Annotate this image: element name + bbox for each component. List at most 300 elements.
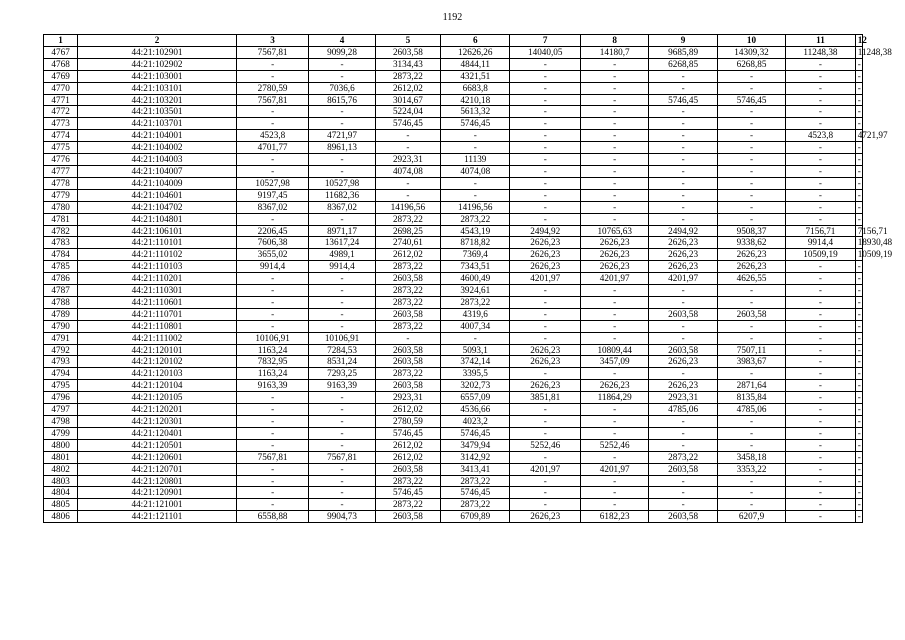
table-cell: 4201,97 [580, 273, 648, 285]
table-row [44, 213, 863, 225]
table-row [44, 201, 863, 213]
table-cell: - [855, 273, 862, 285]
table-cell: - [375, 142, 440, 154]
table-cell: 44:21:110103 [78, 261, 237, 273]
table-cell: 4778 [44, 177, 78, 189]
table-cell: 10509,19 [786, 249, 855, 261]
table-cell: - [649, 296, 717, 308]
table-cell: - [786, 416, 855, 428]
table-cell: 6557,09 [441, 392, 510, 404]
table-header [44, 35, 867, 47]
table-row [44, 142, 863, 154]
table-cell: - [649, 213, 717, 225]
table-cell: - [649, 165, 717, 177]
table-cell: 6268,85 [717, 58, 785, 70]
table-cell: - [309, 308, 375, 320]
table-cell: - [441, 332, 510, 344]
table-cell: 7156,71 [786, 225, 855, 237]
table-cell: - [786, 273, 855, 285]
table-cell: - [786, 285, 855, 297]
table-cell: - [649, 499, 717, 511]
table-cell: 7036,6 [309, 82, 375, 94]
table-cell: 2626,23 [649, 380, 717, 392]
table-cell: 4792 [44, 344, 78, 356]
table-cell: 2873,22 [441, 475, 510, 487]
table-cell: 2626,23 [510, 344, 580, 356]
table-cell: 4797 [44, 404, 78, 416]
table-cell: 3924,61 [441, 285, 510, 297]
table-cell: 2626,23 [580, 380, 648, 392]
table-cell: - [580, 296, 648, 308]
table-cell: - [717, 201, 785, 213]
table-cell: 5746,45 [649, 94, 717, 106]
table-cell: 2626,23 [510, 249, 580, 261]
column-header: 5 [375, 35, 440, 47]
table-cell: 2873,22 [375, 475, 440, 487]
table-cell: 5746,45 [441, 427, 510, 439]
table-cell: - [717, 82, 785, 94]
table-cell: - [580, 130, 648, 142]
table-row [44, 463, 863, 475]
table-cell: 4321,51 [441, 70, 510, 82]
table-cell: - [236, 106, 309, 118]
table-cell: 9099,28 [309, 46, 375, 58]
table-cell: 4721,97 [855, 130, 862, 142]
table-cell: - [717, 118, 785, 130]
table-cell: 10106,91 [236, 332, 309, 344]
table-cell: - [236, 154, 309, 166]
table-cell: - [510, 296, 580, 308]
table-cell: - [375, 130, 440, 142]
table-cell: - [649, 427, 717, 439]
table-cell: 4791 [44, 332, 78, 344]
table-cell: 4319,6 [441, 308, 510, 320]
table-cell: - [786, 332, 855, 344]
table-cell: 5746,45 [717, 94, 785, 106]
table-cell: 2626,23 [649, 356, 717, 368]
table-cell: - [236, 404, 309, 416]
table-cell: - [236, 416, 309, 428]
table-cell: - [855, 261, 862, 273]
table-cell: 4781 [44, 213, 78, 225]
table-cell: - [855, 58, 862, 70]
table-cell: 4701,77 [236, 142, 309, 154]
table-cell: 44:21:103501 [78, 106, 237, 118]
table-cell: 4782 [44, 225, 78, 237]
table-cell: 11864,29 [580, 392, 648, 404]
table-cell: - [855, 106, 862, 118]
table-cell: - [309, 320, 375, 332]
table-cell: - [649, 320, 717, 332]
table-cell: - [786, 392, 855, 404]
table-cell: 44:21:120501 [78, 439, 237, 451]
table-cell: - [309, 427, 375, 439]
table-cell: 8531,24 [309, 356, 375, 368]
table-cell: 4771 [44, 94, 78, 106]
table-cell: 2603,58 [375, 380, 440, 392]
table-cell: - [441, 189, 510, 201]
table-cell: - [580, 427, 648, 439]
table-cell: 44:21:110301 [78, 285, 237, 297]
table-cell: - [855, 368, 862, 380]
table-cell: - [510, 154, 580, 166]
table-cell: 4007,34 [441, 320, 510, 332]
table-row [44, 320, 863, 332]
table-cell: - [510, 165, 580, 177]
table-cell: 2612,02 [375, 82, 440, 94]
table-cell: 4769 [44, 70, 78, 82]
table-cell: - [510, 189, 580, 201]
table-cell: 4074,08 [441, 165, 510, 177]
table-cell: 2873,22 [375, 368, 440, 380]
table-cell: - [649, 201, 717, 213]
table-cell: - [236, 70, 309, 82]
table-cell: 2626,23 [580, 261, 648, 273]
table-cell: - [309, 70, 375, 82]
table-cell: - [580, 285, 648, 297]
table-cell: - [786, 427, 855, 439]
table-cell: 4844,11 [441, 58, 510, 70]
table-cell: 44:21:102902 [78, 58, 237, 70]
table-cell: 2626,23 [580, 249, 648, 261]
table-cell: - [855, 439, 862, 451]
table-cell: - [236, 463, 309, 475]
table-cell: - [855, 451, 862, 463]
table-cell: - [855, 94, 862, 106]
table-cell: - [510, 285, 580, 297]
table-cell: - [236, 296, 309, 308]
table-cell: 6709,89 [441, 511, 510, 523]
table-cell: 5252,46 [510, 439, 580, 451]
table-cell: - [236, 213, 309, 225]
table-cell: 9685,89 [649, 46, 717, 58]
table-cell: - [855, 404, 862, 416]
table-cell: 2626,23 [510, 356, 580, 368]
table-cell: - [786, 106, 855, 118]
table-cell: 6683,8 [441, 82, 510, 94]
table-cell: 4626,55 [717, 273, 785, 285]
table-cell: - [309, 416, 375, 428]
table-cell: 2603,58 [375, 356, 440, 368]
table-cell: 2873,22 [375, 213, 440, 225]
table-cell: 44:21:103201 [78, 94, 237, 106]
table-row [44, 285, 863, 297]
table-cell: 3014,67 [375, 94, 440, 106]
table-cell: - [786, 82, 855, 94]
table-cell: - [717, 475, 785, 487]
table-cell: - [510, 118, 580, 130]
table-cell: - [580, 165, 648, 177]
table-cell: - [855, 356, 862, 368]
table-cell: - [649, 439, 717, 451]
table-cell: - [510, 130, 580, 142]
table-cell: - [855, 344, 862, 356]
table-cell: - [510, 332, 580, 344]
table-cell: 2873,22 [441, 296, 510, 308]
table-cell: 4804 [44, 487, 78, 499]
table-body [44, 46, 893, 522]
table-cell: - [786, 380, 855, 392]
table-cell: 44:21:120801 [78, 475, 237, 487]
table-cell: 2603,58 [649, 511, 717, 523]
table-cell: - [580, 154, 648, 166]
table-cell: - [855, 82, 862, 94]
table-cell: - [510, 70, 580, 82]
table-cell: - [580, 213, 648, 225]
table-cell: 44:21:104009 [78, 177, 237, 189]
table-cell: - [510, 487, 580, 499]
table-cell: - [855, 213, 862, 225]
table-cell: 9338,62 [717, 237, 785, 249]
table-cell: 5224,04 [375, 106, 440, 118]
table-cell: 4989,1 [309, 249, 375, 261]
table-cell: - [786, 70, 855, 82]
table-cell: 10809,44 [580, 344, 648, 356]
table-cell: 2873,22 [441, 499, 510, 511]
table-cell: 2626,23 [510, 261, 580, 273]
table-cell: 4201,97 [580, 463, 648, 475]
table-cell: 2740,61 [375, 237, 440, 249]
table-cell: - [717, 368, 785, 380]
table-cell: - [510, 106, 580, 118]
table-cell: 44:21:104601 [78, 189, 237, 201]
table-cell: 4784 [44, 249, 78, 261]
table-cell: 11248,38 [786, 46, 855, 58]
table-cell: - [510, 213, 580, 225]
table-cell: - [510, 142, 580, 154]
table-cell: - [649, 130, 717, 142]
table-row [44, 106, 863, 118]
table-cell: - [855, 487, 862, 499]
table-cell: 44:21:103001 [78, 70, 237, 82]
table-cell: 44:21:110101 [78, 237, 237, 249]
table-cell: - [855, 511, 862, 523]
table-cell: - [580, 58, 648, 70]
table-cell: - [309, 404, 375, 416]
table-cell: 4770 [44, 82, 78, 94]
table-cell: 5746,45 [375, 427, 440, 439]
table-cell: - [510, 475, 580, 487]
table-cell: 3457,09 [580, 356, 648, 368]
table-cell: 7156,71 [855, 225, 862, 237]
table-cell: - [855, 499, 862, 511]
table-row [44, 261, 863, 273]
table-cell: - [855, 70, 862, 82]
table-cell: - [236, 392, 309, 404]
table-cell: 4798 [44, 416, 78, 428]
table-cell: 3655,02 [236, 249, 309, 261]
table-cell: 7293,25 [309, 368, 375, 380]
table-cell: - [236, 273, 309, 285]
table-cell: - [236, 58, 309, 70]
table-cell: 2612,02 [375, 249, 440, 261]
table-cell: 9197,45 [236, 189, 309, 201]
table-cell: - [309, 273, 375, 285]
table-cell: 4201,97 [510, 463, 580, 475]
table-cell: - [786, 177, 855, 189]
table-row [44, 392, 863, 404]
table-cell: - [786, 320, 855, 332]
table-cell: - [717, 142, 785, 154]
table-row [44, 380, 863, 392]
table-row [44, 332, 863, 344]
table-cell: 44:21:120102 [78, 356, 237, 368]
table-cell: - [855, 296, 862, 308]
table-cell: 4779 [44, 189, 78, 201]
table-cell: 44:21:121001 [78, 499, 237, 511]
table-cell: - [580, 94, 648, 106]
table-cell: - [786, 58, 855, 70]
table-cell: 2626,23 [649, 237, 717, 249]
table-row [44, 475, 863, 487]
table-cell: - [786, 487, 855, 499]
table-cell: 14196,56 [441, 201, 510, 213]
table-cell: - [309, 439, 375, 451]
table-cell: - [309, 296, 375, 308]
table-row [44, 82, 863, 94]
table-cell: 6207,9 [717, 511, 785, 523]
table-cell: 9914,4 [236, 261, 309, 273]
table-cell: - [786, 404, 855, 416]
table-cell: - [855, 177, 862, 189]
table-cell: 2626,23 [717, 261, 785, 273]
table-cell: - [510, 82, 580, 94]
table-cell: - [309, 475, 375, 487]
table-cell: 2780,59 [375, 416, 440, 428]
table-cell: - [580, 368, 648, 380]
page-number: 1192 [442, 12, 463, 23]
table-cell: - [309, 154, 375, 166]
table-cell: - [855, 392, 862, 404]
table-cell: 4790 [44, 320, 78, 332]
table-cell: 5746,45 [375, 118, 440, 130]
table-cell: - [717, 499, 785, 511]
table-cell: 2603,58 [649, 308, 717, 320]
table-cell: - [510, 404, 580, 416]
table-cell: - [717, 189, 785, 201]
table-cell: - [786, 201, 855, 213]
table-cell: 4800 [44, 439, 78, 451]
table-cell: 14196,56 [375, 201, 440, 213]
table-cell: - [717, 487, 785, 499]
table-cell: 7567,81 [236, 94, 309, 106]
table-cell: 44:21:103101 [78, 82, 237, 94]
table-cell: - [375, 332, 440, 344]
table-cell: - [649, 177, 717, 189]
table-cell: - [855, 463, 862, 475]
table-cell: - [717, 177, 785, 189]
table-row [44, 511, 863, 523]
table-cell: 44:21:120103 [78, 368, 237, 380]
table-cell: 8615,76 [309, 94, 375, 106]
table-cell: - [786, 344, 855, 356]
table-cell: 5093,1 [441, 344, 510, 356]
table-cell: 14040,05 [510, 46, 580, 58]
column-header: 2 [78, 35, 237, 47]
table-row [44, 487, 863, 499]
table-cell: 4776 [44, 154, 78, 166]
table-cell: 44:21:110601 [78, 296, 237, 308]
table-cell: - [786, 475, 855, 487]
table-cell: - [717, 427, 785, 439]
column-header: 6 [441, 35, 510, 47]
table-cell: - [717, 213, 785, 225]
table-cell: 2612,02 [375, 451, 440, 463]
table-cell: 4600,49 [441, 273, 510, 285]
table-cell: 4523,8 [236, 130, 309, 142]
table-cell: 4201,97 [510, 273, 580, 285]
table-cell: - [649, 416, 717, 428]
table-cell: - [580, 308, 648, 320]
table-cell: - [580, 177, 648, 189]
table-cell: 2626,23 [580, 237, 648, 249]
table-cell: 4794 [44, 368, 78, 380]
table-cell: - [580, 332, 648, 344]
table-cell: 4523,8 [786, 130, 855, 142]
table-cell: - [786, 368, 855, 380]
table-cell: 1163,24 [236, 344, 309, 356]
table-cell: 18930,48 [855, 237, 862, 249]
table-cell: 7343,51 [441, 261, 510, 273]
table-cell: 14180,7 [580, 46, 648, 58]
table-cell: 4799 [44, 427, 78, 439]
table-cell: 4536,66 [441, 404, 510, 416]
table-cell: 7369,4 [441, 249, 510, 261]
table-cell: 9508,37 [717, 225, 785, 237]
table-cell: 44:21:120901 [78, 487, 237, 499]
column-header: 9 [649, 35, 717, 47]
table-cell: 4775 [44, 142, 78, 154]
table-cell: - [855, 189, 862, 201]
table-cell: 1163,24 [236, 368, 309, 380]
table-cell: 2873,22 [441, 213, 510, 225]
table-cell: - [717, 439, 785, 451]
table-cell: 9904,73 [309, 511, 375, 523]
table-cell: - [441, 130, 510, 142]
table-cell: 5252,46 [580, 439, 648, 451]
table-cell: - [855, 308, 862, 320]
table-row [44, 165, 863, 177]
table-cell: - [717, 296, 785, 308]
table-cell: 44:21:104001 [78, 130, 237, 142]
table-row [44, 273, 863, 285]
table-cell: 2780,59 [236, 82, 309, 94]
table-cell: 6182,23 [580, 511, 648, 523]
table-cell: - [649, 70, 717, 82]
column-header: 12 [855, 35, 862, 47]
table-cell: 4777 [44, 165, 78, 177]
table-cell: 8135,84 [717, 392, 785, 404]
table-cell: 4074,08 [375, 165, 440, 177]
table-cell: 3202,73 [441, 380, 510, 392]
table-cell: 2603,58 [649, 463, 717, 475]
table-cell: 2871,64 [717, 380, 785, 392]
table-cell: 2626,23 [510, 380, 580, 392]
table-cell: 9163,39 [236, 380, 309, 392]
table-cell: 5613,32 [441, 106, 510, 118]
table-cell: - [855, 165, 862, 177]
table-cell: 3134,43 [375, 58, 440, 70]
table-cell: - [649, 368, 717, 380]
table-cell: - [786, 511, 855, 523]
table-cell: - [786, 451, 855, 463]
table-cell: 4795 [44, 380, 78, 392]
table-cell: - [309, 499, 375, 511]
column-header: 7 [510, 35, 580, 47]
table-row [44, 94, 863, 106]
table-row [44, 356, 863, 368]
table-cell: - [510, 320, 580, 332]
